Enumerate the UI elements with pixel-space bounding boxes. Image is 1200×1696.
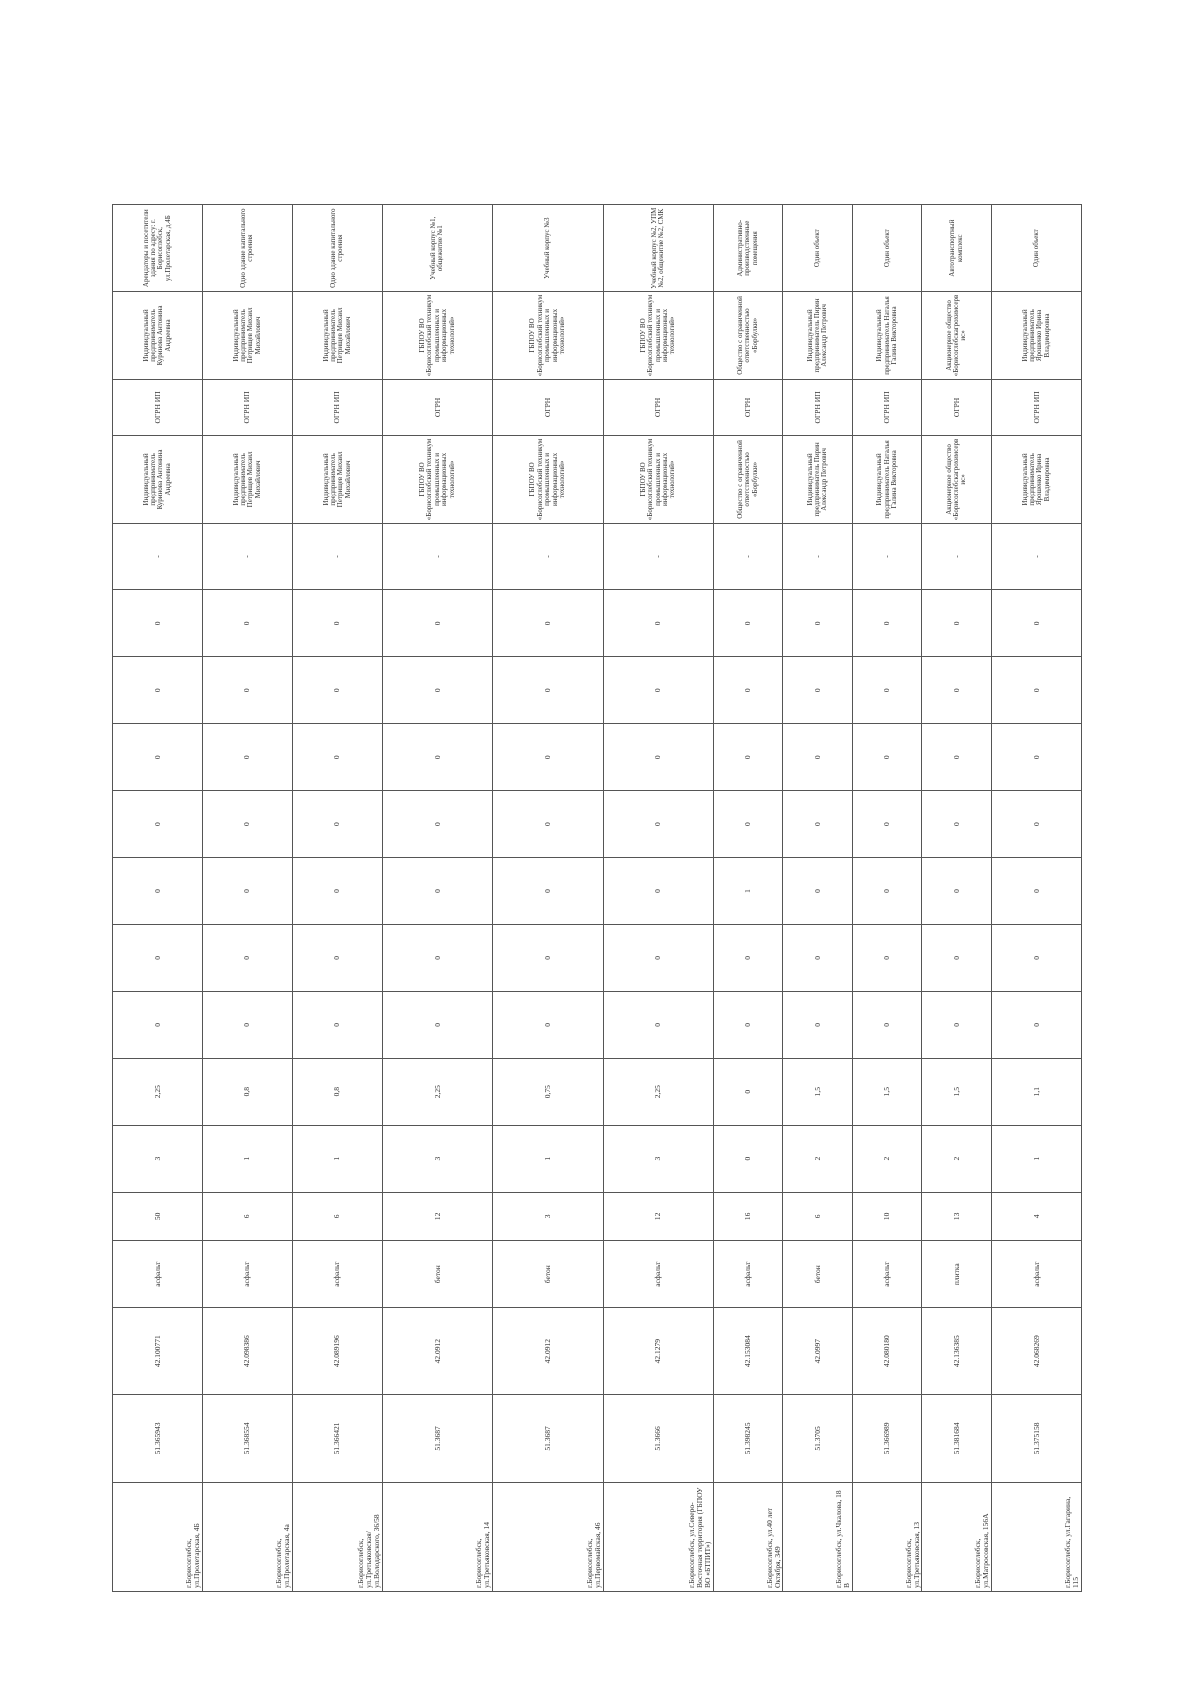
latitude-cell: 51.381684 <box>922 1395 992 1482</box>
ogrn-cell: ОГРН ИП <box>292 379 382 436</box>
separate-volume-cell: 0 <box>852 657 922 724</box>
area-cell: 10 <box>852 1192 922 1241</box>
kgm-count-cell: 0 <box>922 590 992 657</box>
waste-source-cell: Одно здание капитального строения <box>202 205 292 292</box>
container-volume-cell: 2,25 <box>382 1058 492 1125</box>
kgm-volume-cell: - <box>852 523 922 590</box>
kgm-volume-cell: - <box>713 523 783 590</box>
table-row <box>603 205 713 1592</box>
longitude-cell: 42.080180 <box>852 1308 922 1395</box>
container-count-cell: 2 <box>852 1125 922 1192</box>
owner-cell: ГБПОУ ВО «Борисоглебский техникум промышленных и информационных технологий» <box>382 436 492 523</box>
planned-count-cell: 0 <box>852 991 922 1058</box>
owner-cell: Индивидуальный предприниматель Пирин Александр Петрович <box>783 436 853 523</box>
waste-source-cell: Учебный корпус №2, УПМ №2, общежитие №2, СМК <box>603 205 713 292</box>
longitude-cell: 42.153084 <box>713 1308 783 1395</box>
table-row <box>783 205 853 1592</box>
source-owner-cell: Индивидуальный предприниматель Наталья Галина Викторовна <box>852 292 922 379</box>
planned-volume-cell: 0 <box>603 924 713 991</box>
table-row <box>991 205 1081 1592</box>
latitude-cell: 51.3666 <box>603 1395 713 1482</box>
surface-cell: асфальт <box>713 1241 783 1308</box>
latitude-cell: 51.375158 <box>991 1395 1081 1482</box>
separate-count-cell: 0 <box>292 724 382 791</box>
table-container <box>112 204 1082 1592</box>
longitude-cell: 42.098386 <box>202 1308 292 1395</box>
container-count-cell: 3 <box>113 1125 203 1192</box>
container-count-cell: 1 <box>202 1125 292 1192</box>
ogrn-cell: ОГРН <box>713 379 783 436</box>
planned-count-cell: 0 <box>713 991 783 1058</box>
table-row <box>922 205 992 1592</box>
area-cell: 13 <box>922 1192 992 1241</box>
bunker-count-cell: 0 <box>783 858 853 925</box>
bunker-count-cell: 0 <box>603 858 713 925</box>
container-volume-cell: 1,5 <box>852 1058 922 1125</box>
owner-cell: Индивидуальный предприниматель Наталья Галина Викторовна <box>852 436 922 523</box>
waste-source-cell: Один объект <box>783 205 853 292</box>
container-count-cell: 1 <box>292 1125 382 1192</box>
source-owner-cell: ГБПОУ ВО «Борисоглебский техникум промышленных и информационных технологий» <box>603 292 713 379</box>
container-count-cell: 1 <box>991 1125 1081 1192</box>
kgm-count-cell: 0 <box>783 590 853 657</box>
area-cell: 50 <box>113 1192 203 1241</box>
surface-cell: бетон <box>783 1241 853 1308</box>
surface-cell: асфальт <box>113 1241 203 1308</box>
planned-volume-cell: 0 <box>382 924 492 991</box>
latitude-cell: 51.3687 <box>493 1395 603 1482</box>
kgm-count-cell: 0 <box>382 590 492 657</box>
planned-volume-cell: 0 <box>713 924 783 991</box>
bunker-volume-cell: 0 <box>113 791 203 858</box>
owner-cell: Индивидуальный предприниматель Ярошенко Ирина Владимировна <box>991 436 1081 523</box>
surface-cell: плитка <box>922 1241 992 1308</box>
planned-count-cell: 0 <box>603 991 713 1058</box>
bunker-volume-cell: 0 <box>382 791 492 858</box>
longitude-cell: 42.068269 <box>991 1308 1081 1395</box>
address-cell: г.Борисоглебск, ул.Третьяковская/ул.Володарского, 36/58 <box>292 1482 382 1591</box>
source-owner-cell: Индивидуальный предприниматель Пирин Александр Петрович <box>783 292 853 379</box>
separate-count-cell: 0 <box>202 724 292 791</box>
source-owner-cell: Индивидуальный предприниматель Петрищев Михаил Михайлович <box>292 292 382 379</box>
longitude-cell: 42.0997 <box>783 1308 853 1395</box>
ogrn-cell: ОГРН ИП <box>202 379 292 436</box>
container-count-cell: 3 <box>382 1125 492 1192</box>
kgm-volume-cell: - <box>603 523 713 590</box>
separate-volume-cell: 0 <box>382 657 492 724</box>
planned-volume-cell: 0 <box>202 924 292 991</box>
source-owner-cell: Индивидуальный предприниматель Ярошенко Ирина Владимировна <box>991 292 1081 379</box>
separate-volume-cell: 0 <box>713 657 783 724</box>
container-count-cell: 0 <box>713 1125 783 1192</box>
waste-source-cell: Арендаторы и посетители здания по адресу: г. Борисоглебск, ул.Пролетарская, д.4Б <box>113 205 203 292</box>
kgm-count-cell: 0 <box>113 590 203 657</box>
container-volume-cell: 2,25 <box>113 1058 203 1125</box>
waste-source-cell: Автотранспортный комплекс <box>922 205 992 292</box>
separate-volume-cell: 0 <box>922 657 992 724</box>
table-row <box>113 205 203 1592</box>
source-owner-cell: Индивидуальный предприниматель Куринова Антонина Андреевна <box>113 292 203 379</box>
kgm-count-cell: 0 <box>603 590 713 657</box>
bunker-count-cell: 0 <box>113 858 203 925</box>
surface-cell: асфальт <box>603 1241 713 1308</box>
bunker-volume-cell: 0 <box>493 791 603 858</box>
bunker-volume-cell: 0 <box>713 791 783 858</box>
waste-source-cell: Одно здание капитального строения <box>292 205 382 292</box>
longitude-cell: 42.089196 <box>292 1308 382 1395</box>
area-cell: 16 <box>713 1192 783 1241</box>
separate-count-cell: 0 <box>382 724 492 791</box>
table-row <box>382 205 492 1592</box>
longitude-cell: 42.0912 <box>382 1308 492 1395</box>
separate-volume-cell: 0 <box>113 657 203 724</box>
kgm-volume-cell: - <box>991 523 1081 590</box>
table-row <box>852 205 922 1592</box>
surface-cell: асфальт <box>292 1241 382 1308</box>
address-cell: г.Борисоглебск, ул.Пролетарская, 4а <box>202 1482 292 1591</box>
owner-cell: ГБПОУ ВО «Борисоглебский техникум промышленных и информационных технологий» <box>493 436 603 523</box>
ogrn-cell: ОГРН ИП <box>991 379 1081 436</box>
address-cell: г.Борисоглебск, ул.Третьяковская, 14 <box>382 1482 492 1591</box>
longitude-cell: 42.0912 <box>493 1308 603 1395</box>
kgm-count-cell: 0 <box>202 590 292 657</box>
area-cell: 6 <box>783 1192 853 1241</box>
waste-source-cell: Учебный корпус №1, общежитие №1 <box>382 205 492 292</box>
bunker-volume-cell: 0 <box>991 791 1081 858</box>
separate-volume-cell: 0 <box>292 657 382 724</box>
separate-volume-cell: 0 <box>493 657 603 724</box>
longitude-cell: 42.100771 <box>113 1308 203 1395</box>
address-cell: г.Борисоглебск, ул.Первомайская, 46 <box>493 1482 603 1591</box>
registry-table <box>112 204 1082 1592</box>
kgm-volume-cell: - <box>783 523 853 590</box>
longitude-cell: 42.136385 <box>922 1308 992 1395</box>
planned-volume-cell: 0 <box>493 924 603 991</box>
container-volume-cell: 1,1 <box>991 1058 1081 1125</box>
kgm-volume-cell: - <box>493 523 603 590</box>
address-cell: г.Борисоглебск, ул.40 лет Октября, 349 <box>713 1482 783 1591</box>
area-cell: 6 <box>292 1192 382 1241</box>
waste-source-cell: Один объект <box>991 205 1081 292</box>
separate-count-cell: 0 <box>922 724 992 791</box>
table-row <box>493 205 603 1592</box>
address-cell: г.Борисоглебск, ул.Третьяковская, 13 <box>852 1482 922 1591</box>
latitude-cell: 51.3705 <box>783 1395 853 1482</box>
ogrn-cell: ОГРН ИП <box>783 379 853 436</box>
planned-volume-cell: 0 <box>113 924 203 991</box>
address-cell: г.Борисоглебск, ул.Гагарина, 115 <box>991 1482 1081 1591</box>
owner-cell: Индивидуальный предприниматель Петрищев Михаил Михайлович <box>292 436 382 523</box>
bunker-volume-cell: 0 <box>852 791 922 858</box>
source-owner-cell: Общество с ограниченной ответственностью «Борбулки» <box>713 292 783 379</box>
latitude-cell: 51.366989 <box>852 1395 922 1482</box>
container-volume-cell: 2,25 <box>603 1058 713 1125</box>
bunker-count-cell: 0 <box>292 858 382 925</box>
planned-volume-cell: 0 <box>852 924 922 991</box>
planned-volume-cell: 0 <box>292 924 382 991</box>
kgm-count-cell: 0 <box>493 590 603 657</box>
surface-cell: асфальт <box>202 1241 292 1308</box>
address-cell: г.Борисоглебск, ул.Матросовская, 156А <box>922 1482 992 1591</box>
area-cell: 12 <box>382 1192 492 1241</box>
ogrn-cell: ОГРН <box>382 379 492 436</box>
planned-count-cell: 0 <box>202 991 292 1058</box>
bunker-count-cell: 0 <box>493 858 603 925</box>
table-row <box>713 205 783 1592</box>
separate-count-cell: 0 <box>991 724 1081 791</box>
kgm-volume-cell: - <box>292 523 382 590</box>
separate-volume-cell: 0 <box>783 657 853 724</box>
address-cell: г.Борисоглебск, ул.Северо-Восточная территория (ГБПОУ ВО «БТПИТ») <box>603 1482 713 1591</box>
bunker-volume-cell: 0 <box>603 791 713 858</box>
latitude-cell: 51.368554 <box>202 1395 292 1482</box>
ogrn-cell: ОГРН ИП <box>852 379 922 436</box>
latitude-cell: 51.365943 <box>113 1395 203 1482</box>
source-owner-cell: Индивидуальный предприниматель Петрищев Михаил Михайлович <box>202 292 292 379</box>
bunker-count-cell: 0 <box>991 858 1081 925</box>
surface-cell: бетон <box>493 1241 603 1308</box>
bunker-count-cell: 0 <box>852 858 922 925</box>
planned-volume-cell: 0 <box>922 924 992 991</box>
source-owner-cell: Акционерное общество «Борисоглебскагрохимсервис» <box>922 292 992 379</box>
container-volume-cell: 0,8 <box>292 1058 382 1125</box>
bunker-count-cell: 0 <box>202 858 292 925</box>
separate-count-cell: 0 <box>493 724 603 791</box>
container-count-cell: 2 <box>922 1125 992 1192</box>
source-owner-cell: ГБПОУ ВО «Борисоглебский техникум промышленных и информационных технологий» <box>493 292 603 379</box>
owner-cell: Общество с ограниченной ответственностью «Борбулки» <box>713 436 783 523</box>
container-count-cell: 2 <box>783 1125 853 1192</box>
ogrn-cell: ОГРН <box>603 379 713 436</box>
kgm-volume-cell: - <box>382 523 492 590</box>
container-volume-cell: 1,5 <box>783 1058 853 1125</box>
area-cell: 4 <box>991 1192 1081 1241</box>
kgm-volume-cell: - <box>202 523 292 590</box>
latitude-cell: 51.366421 <box>292 1395 382 1482</box>
kgm-count-cell: 0 <box>991 590 1081 657</box>
separate-count-cell: 0 <box>783 724 853 791</box>
owner-cell: Индивидуальный предприниматель Куринова Антонина Андреевна <box>113 436 203 523</box>
planned-count-cell: 0 <box>922 991 992 1058</box>
container-count-cell: 3 <box>603 1125 713 1192</box>
planned-count-cell: 0 <box>991 991 1081 1058</box>
bunker-volume-cell: 0 <box>202 791 292 858</box>
area-cell: 6 <box>202 1192 292 1241</box>
kgm-count-cell: 0 <box>852 590 922 657</box>
longitude-cell: 42.1279 <box>603 1308 713 1395</box>
waste-source-cell: Один объект <box>852 205 922 292</box>
owner-cell: Индивидуальный предприниматель Петрищев Михаил Михайлович <box>202 436 292 523</box>
planned-volume-cell: 0 <box>991 924 1081 991</box>
owner-cell: Акционерное общество «Борисоглебскагрохимсервис» <box>922 436 992 523</box>
container-volume-cell: 0,8 <box>202 1058 292 1125</box>
area-cell: 12 <box>603 1192 713 1241</box>
bunker-volume-cell: 0 <box>783 791 853 858</box>
bunker-volume-cell: 0 <box>922 791 992 858</box>
planned-volume-cell: 0 <box>783 924 853 991</box>
owner-cell: ГБПОУ ВО «Борисоглебский техникум промышленных и информационных технологий» <box>603 436 713 523</box>
kgm-volume-cell: - <box>113 523 203 590</box>
latitude-cell: 51.3687 <box>382 1395 492 1482</box>
separate-volume-cell: 0 <box>202 657 292 724</box>
container-volume-cell: 1,5 <box>922 1058 992 1125</box>
ogrn-cell: ОГРН ИП <box>113 379 203 436</box>
planned-count-cell: 0 <box>113 991 203 1058</box>
separate-volume-cell: 0 <box>603 657 713 724</box>
bunker-count-cell: 0 <box>922 858 992 925</box>
separate-count-cell: 0 <box>713 724 783 791</box>
separate-volume-cell: 0 <box>991 657 1081 724</box>
kgm-count-cell: 0 <box>292 590 382 657</box>
surface-cell: бетон <box>382 1241 492 1308</box>
separate-count-cell: 0 <box>852 724 922 791</box>
ogrn-cell: ОГРН <box>922 379 992 436</box>
kgm-count-cell: 0 <box>713 590 783 657</box>
separate-count-cell: 0 <box>113 724 203 791</box>
planned-count-cell: 0 <box>783 991 853 1058</box>
container-count-cell: 1 <box>493 1125 603 1192</box>
table-row <box>202 205 292 1592</box>
surface-cell: асфальт <box>852 1241 922 1308</box>
source-owner-cell: ГБПОУ ВО «Борисоглебский техникум промышленных и информационных технологий» <box>382 292 492 379</box>
waste-source-cell: Учебный корпус №3 <box>493 205 603 292</box>
kgm-volume-cell: - <box>922 523 992 590</box>
container-volume-cell: 0 <box>713 1058 783 1125</box>
planned-count-cell: 0 <box>292 991 382 1058</box>
ogrn-cell: ОГРН <box>493 379 603 436</box>
address-cell: г.Борисоглебск, ул.Чкалова, 18 В <box>783 1482 853 1591</box>
bunker-count-cell: 0 <box>382 858 492 925</box>
latitude-cell: 51.398245 <box>713 1395 783 1482</box>
area-cell: 3 <box>493 1192 603 1241</box>
planned-count-cell: 0 <box>382 991 492 1058</box>
separate-count-cell: 0 <box>603 724 713 791</box>
table-row <box>292 205 382 1592</box>
bunker-count-cell: 1 <box>713 858 783 925</box>
planned-count-cell: 0 <box>493 991 603 1058</box>
bunker-volume-cell: 0 <box>292 791 382 858</box>
surface-cell: асфальт <box>991 1241 1081 1308</box>
container-volume-cell: 0,75 <box>493 1058 603 1125</box>
address-cell: г.Борисоглебск, ул.Пролетарская, 4Б <box>113 1482 203 1591</box>
waste-source-cell: Административно-производственные помещения <box>713 205 783 292</box>
